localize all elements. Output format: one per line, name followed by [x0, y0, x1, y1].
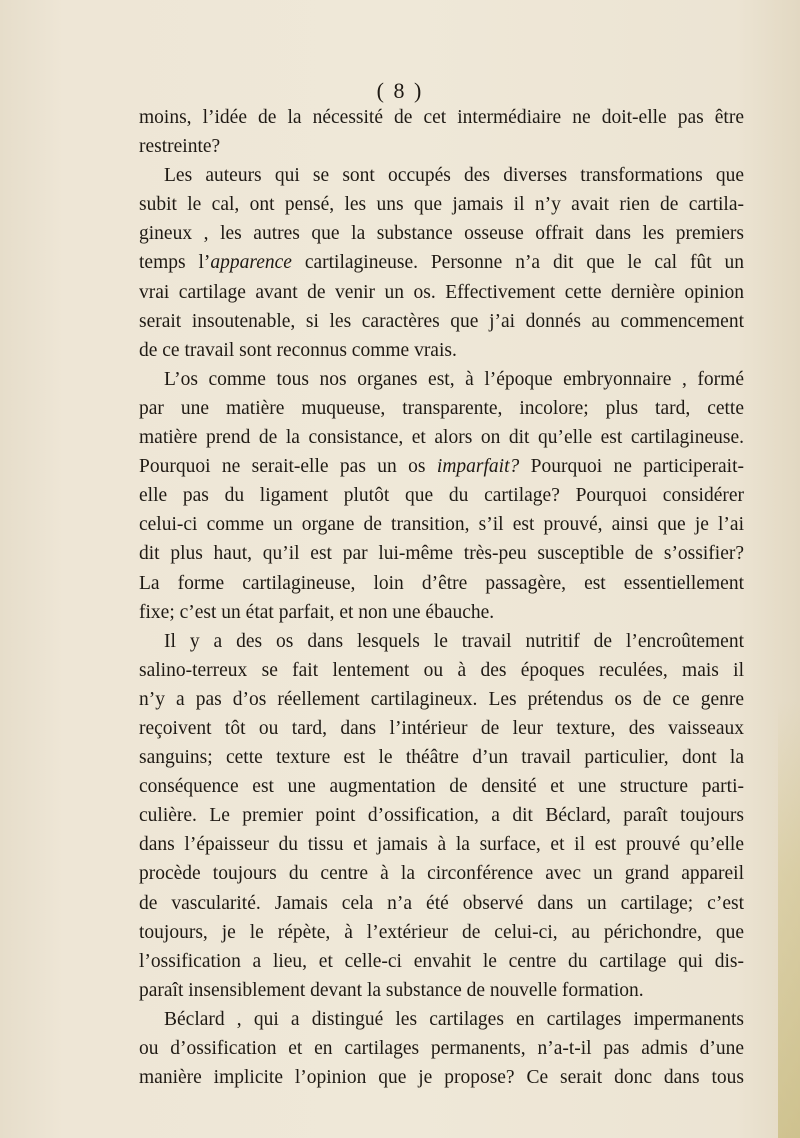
text-line: dit plus haut, qu’il est par lui-même très-peu susceptible de s’ossifier? — [139, 543, 744, 565]
text-line: subit le cal, ont pensé, les uns que jamais il n’y avait rien de cartila- — [139, 194, 744, 216]
text-line: de vascularité. Jamais cela n’a été observé dans un cartilage; c’est — [139, 892, 744, 914]
text-line: serait insoutenable, si les caractères que j’ai donnés au commencement — [139, 310, 744, 332]
text-line: par une matière muqueuse, transparente, incolore; plus tard, cette — [139, 397, 744, 419]
text-line: procède toujours du centre à la circonférence avec un grand appareil — [139, 863, 744, 885]
text-line: La forme cartilagineuse, loin d’être passagère, est essentiellement — [139, 572, 744, 594]
text-line: elle pas du ligament plutôt que du cartilage? Pourquoi considérer — [139, 485, 744, 507]
text-line: restreinte? — [139, 136, 221, 158]
paragraph-start-line: Les auteurs qui se sont occupés des diverses transformations que — [164, 165, 744, 187]
text-line: fixe; c’est un état parfait, et non une ébauche. — [139, 601, 495, 623]
text-line: moins, l’idée de la nécessité de cet intermédiaire ne doit-elle pas être — [139, 107, 744, 128]
text-line: temps l’apparence cartilagineuse. Personne n’a dit que le cal fût un — [139, 252, 744, 274]
text-line: n’y a pas d’os réellement cartilagineux. Les prétendus os de ce genre — [139, 688, 744, 710]
text-line: toujours, je le répète, à l’extérieur de celui-ci, au périchondre, que — [139, 921, 744, 943]
paragraph-start-line: L’os comme tous nos organes est, à l’époque embryonnaire , formé — [164, 368, 744, 390]
paragraph-start-line: Il y a des os dans lesquels le travail nutritif de l’encroûtement — [164, 630, 744, 652]
text-line: conséquence est une augmentation de densité et une structure parti- — [139, 776, 744, 798]
page-edge-stain — [778, 700, 800, 1138]
text-line: de ce travail sont reconnus comme vrais. — [139, 339, 457, 361]
text-line: vrai cartilage avant de venir un os. Effectivement cette dernière opinion — [139, 281, 744, 303]
text-line: gineux , les autres que la substance osseuse offrait dans les premiers — [139, 223, 744, 245]
text-line: paraît insensiblement devant la substance de nouvelle formation. — [139, 979, 644, 1001]
text-line: reçoivent tôt ou tard, dans l’intérieur de leur texture, des vaisseaux — [139, 717, 744, 739]
text-line: salino-terreux se fait lentement ou à des époques reculées, mais il — [139, 659, 744, 681]
text-line: dans l’épaisseur du tissu et jamais à la surface, et il est prouvé qu’elle — [139, 834, 744, 856]
text-line: celui-ci comme un organe de transition, s’il est prouvé, ainsi que je l’ai — [139, 514, 744, 536]
text-line: l’ossification a lieu, et celle-ci envahit le centre du cartilage qui dis- — [139, 950, 744, 972]
text-line: matière prend de la consistance, et alors on dit qu’elle est cartilagineuse. — [139, 427, 744, 449]
text-line: culière. Le premier point d’ossification, a dit Béclard, paraît toujours — [139, 805, 744, 827]
body-text — [139, 103, 744, 1092]
text-line: ou d’ossification et en cartilages permanents, n’a-t-il pas admis d’une — [139, 1038, 744, 1059]
paragraph-start-line: Béclard , qui a distingué les cartilages en cartilages impermanents — [164, 1008, 744, 1030]
text-line: Pourquoi ne serait-elle pas un os imparfait? Pourquoi ne participerait- — [139, 456, 744, 478]
text-line: manière implicite l’opinion que je propose? Ce serait donc dans tous — [139, 1067, 744, 1089]
page-number: ( 8 ) — [376, 78, 424, 103]
text-line: sanguins; cette texture est le théâtre d’un travail particulier, dont la — [139, 747, 744, 769]
